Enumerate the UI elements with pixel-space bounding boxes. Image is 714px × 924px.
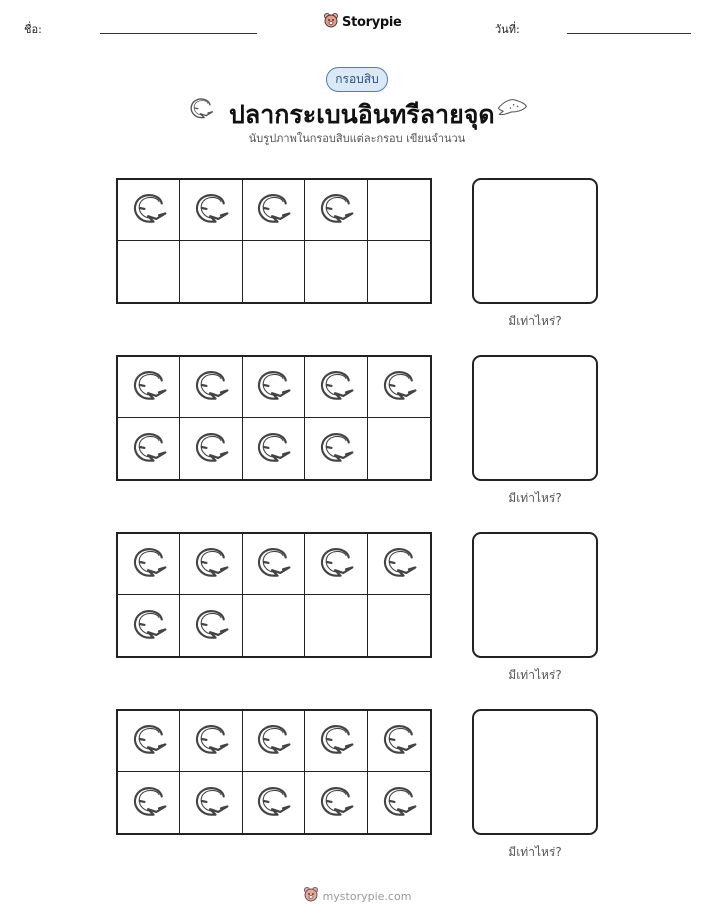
spotted-eagle-ray-outline-icon bbox=[316, 188, 356, 232]
ten-frame-cell bbox=[243, 595, 305, 656]
how-many-prompt: มีเท่าไหร่? bbox=[508, 668, 562, 682]
ten-frame-cell bbox=[118, 180, 180, 241]
spotted-eagle-ray-outline-icon bbox=[253, 365, 293, 409]
spotted-eagle-ray-outline-icon bbox=[129, 781, 169, 825]
how-many-prompt: มีเท่าไหร่? bbox=[508, 845, 562, 859]
ten-frame-cell bbox=[368, 534, 430, 595]
answer-box[interactable] bbox=[472, 709, 598, 835]
ten-frame-cell bbox=[305, 772, 367, 833]
spotted-eagle-ray-outline-icon bbox=[129, 719, 169, 763]
spotted-eagle-ray-outline-icon bbox=[129, 365, 169, 409]
eagle-ray-left-icon bbox=[186, 94, 216, 126]
ten-frame-cell bbox=[368, 711, 430, 772]
spotted-eagle-ray-outline-icon bbox=[316, 427, 356, 471]
answer-box[interactable] bbox=[472, 355, 598, 481]
spotted-eagle-ray-outline-icon bbox=[191, 604, 231, 648]
spotted-eagle-ray-outline-icon bbox=[129, 604, 169, 648]
ten-frame-cell bbox=[368, 595, 430, 656]
ten-frame-cell bbox=[180, 241, 242, 302]
ten-frame-cell bbox=[305, 711, 367, 772]
ten-frame bbox=[116, 355, 432, 481]
ten-frame bbox=[116, 709, 432, 835]
ten-frame-cell bbox=[305, 418, 367, 479]
ten-frame-cell bbox=[368, 418, 430, 479]
ten-frame-cell bbox=[118, 711, 180, 772]
date-line[interactable] bbox=[567, 33, 691, 34]
ten-frame-cell bbox=[305, 241, 367, 302]
ten-frame-cell bbox=[243, 711, 305, 772]
spotted-eagle-ray-outline-icon bbox=[316, 719, 356, 763]
spotted-eagle-ray-outline-icon bbox=[253, 188, 293, 232]
storypie-bear-logo-icon bbox=[323, 12, 339, 32]
how-many-prompt: มีเท่าไหร่? bbox=[508, 491, 562, 505]
spotted-eagle-ray-outline-icon bbox=[191, 781, 231, 825]
answer-box[interactable] bbox=[472, 178, 598, 304]
ten-frame-cell bbox=[243, 418, 305, 479]
spotted-eagle-ray-outline-icon bbox=[379, 719, 419, 763]
ten-frame-cell bbox=[368, 357, 430, 418]
ten-frame-cell bbox=[118, 595, 180, 656]
spotted-eagle-ray-outline-icon bbox=[191, 427, 231, 471]
ten-frame-cell bbox=[118, 534, 180, 595]
ten-frame-cell bbox=[180, 357, 242, 418]
ten-frame-cell bbox=[180, 534, 242, 595]
ten-frame-cell bbox=[368, 180, 430, 241]
spotted-eagle-ray-outline-icon bbox=[191, 188, 231, 232]
footer bbox=[0, 886, 714, 906]
footer-site-link[interactable]: mystorypie.com bbox=[322, 889, 412, 903]
spotted-eagle-ray-outline-icon bbox=[316, 365, 356, 409]
ten-frame-cell bbox=[305, 595, 367, 656]
ten-frame-cell bbox=[180, 180, 242, 241]
ten-frame-cell bbox=[368, 241, 430, 302]
spotted-eagle-ray-outline-icon bbox=[316, 542, 356, 586]
ten-frame-cell bbox=[180, 418, 242, 479]
ten-frame-cell bbox=[305, 357, 367, 418]
ten-frame-cell bbox=[243, 180, 305, 241]
ten-frame-cell bbox=[305, 534, 367, 595]
worksheet-instructions: นับรูปภาพในกรอบสิบแต่ละกรอบ เขียนจำนวน bbox=[248, 132, 466, 145]
worksheet-title: ปลากระเบนอินทรีลายจุด bbox=[229, 100, 495, 129]
spotted-eagle-ray-outline-icon bbox=[379, 781, 419, 825]
spotted-eagle-ray-outline-icon bbox=[191, 542, 231, 586]
spotted-eagle-ray-outline-icon bbox=[191, 365, 231, 409]
spotted-eagle-ray-outline-icon bbox=[129, 542, 169, 586]
eagle-ray-right-icon bbox=[496, 96, 528, 124]
spotted-eagle-ray-outline-icon bbox=[253, 427, 293, 471]
spotted-eagle-ray-outline-icon bbox=[191, 719, 231, 763]
ten-frame-cell bbox=[305, 180, 367, 241]
ten-frame-cell bbox=[118, 772, 180, 833]
spotted-eagle-ray-outline-icon bbox=[379, 365, 419, 409]
ten-frame-cell bbox=[180, 711, 242, 772]
ten-frame-cell bbox=[118, 418, 180, 479]
spotted-eagle-ray-outline-icon bbox=[253, 719, 293, 763]
ten-frame-cell bbox=[118, 357, 180, 418]
spotted-eagle-ray-outline-icon bbox=[316, 781, 356, 825]
answer-box[interactable] bbox=[472, 532, 598, 658]
brand-logo bbox=[323, 12, 402, 32]
ten-frame-cell bbox=[243, 241, 305, 302]
storypie-footer-logo-icon bbox=[303, 886, 319, 906]
ten-frame bbox=[116, 532, 432, 658]
ten-frame-cell bbox=[368, 772, 430, 833]
ten-frame-cell bbox=[243, 772, 305, 833]
how-many-prompt: มีเท่าไหร่? bbox=[508, 314, 562, 328]
spotted-eagle-ray-outline-icon bbox=[129, 427, 169, 471]
ten-frame-cell bbox=[180, 595, 242, 656]
spotted-eagle-ray-outline-icon bbox=[379, 542, 419, 586]
brand-name: Storypie bbox=[342, 14, 402, 30]
ten-frame bbox=[116, 178, 432, 304]
ten-frame-cell bbox=[243, 534, 305, 595]
ten-frame-cell bbox=[118, 241, 180, 302]
spotted-eagle-ray-outline-icon bbox=[253, 781, 293, 825]
topic-badge: กรอบสิบ bbox=[326, 67, 388, 92]
spotted-eagle-ray-outline-icon bbox=[253, 542, 293, 586]
ten-frame-cell bbox=[243, 357, 305, 418]
spotted-eagle-ray-outline-icon bbox=[129, 188, 169, 232]
date-label: วันที่: bbox=[495, 23, 520, 36]
name-line[interactable] bbox=[100, 33, 257, 34]
name-label: ชื่อ: bbox=[24, 23, 42, 36]
ten-frame-cell bbox=[180, 772, 242, 833]
